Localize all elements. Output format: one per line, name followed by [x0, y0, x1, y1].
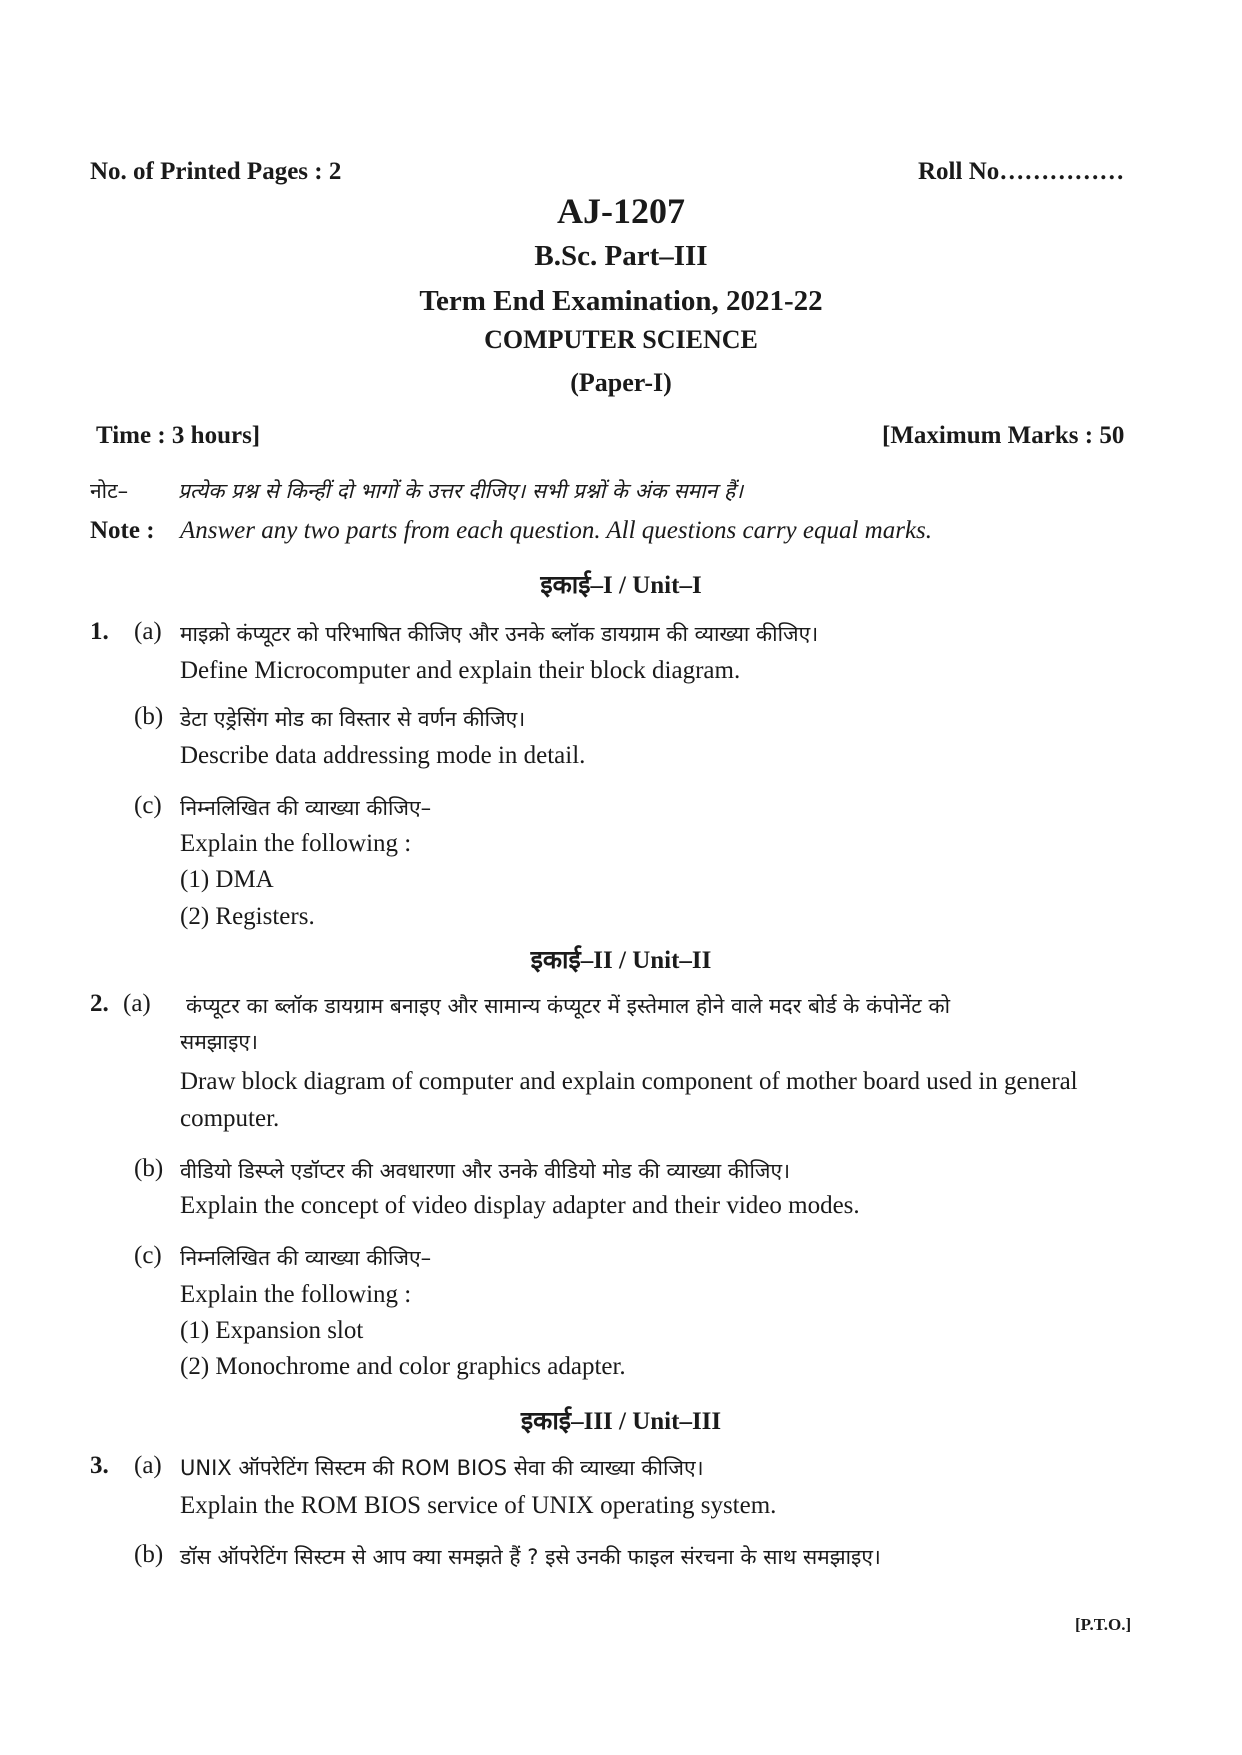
part-label: (b) — [134, 1155, 164, 1182]
note-text-hindi: प्रत्येक प्रश्न से किन्हीं दो भागों के उत्तर दीजिए। सभी प्रश्नों के अंक समान हैं। — [178, 479, 744, 503]
list-item: (2) Monochrome and color graphics adapter. — [180, 1353, 626, 1380]
question-number: 1. — [90, 618, 109, 645]
printed-pages-count: No. of Printed Pages : 2 — [90, 158, 342, 185]
please-turn-over: [P.T.O.] — [1075, 1615, 1132, 1634]
question-number: 3. — [90, 1452, 109, 1479]
roll-number-field: Roll No…………… — [918, 158, 1125, 185]
note-label-hindi: नोट– — [90, 479, 129, 503]
question-text-hindi: डेटा एड्रेसिंग मोड का विस्तार से वर्णन कीजिए। — [180, 707, 526, 731]
question-text: Explain the concept of video display adapter and their video modes. — [180, 1192, 860, 1219]
unit-heading: इकाई–II / Unit–II — [530, 947, 712, 974]
question-text: Describe data addressing mode in detail. — [180, 742, 586, 769]
note-label: Note : — [90, 517, 155, 544]
question-text-hindi-continued: समझाइए। — [180, 1030, 258, 1054]
question-text-hindi: निम्नलिखित की व्याख्या कीजिए– — [180, 1246, 432, 1270]
question-number: 2. — [90, 990, 109, 1017]
question-text-hindi: डॉस ऑपरेटिंग सिस्टम से आप क्या समझते हैं ? इसे उनकी फाइल संरचना के साथ समझाइए। — [180, 1545, 881, 1569]
part-label: (b) — [134, 1541, 164, 1568]
course-title: B.Sc. Part–III — [534, 240, 708, 272]
list-item: (1) DMA — [180, 866, 274, 893]
part-label: (c) — [134, 792, 162, 819]
unit-heading: इकाई–III / Unit–III — [520, 1408, 722, 1435]
question-text-hindi: निम्नलिखित की व्याख्या कीजिए– — [180, 796, 432, 820]
question-text: Draw block diagram of computer and explain component of mother board used in general — [180, 1068, 1078, 1095]
question-text-hindi: वीडियो डिस्प्ले एडॉप्टर की अवधारणा और उनके वीडियो मोड की व्याख्या कीजिए। — [180, 1159, 791, 1183]
exam-title: Term End Examination, 2021-22 — [419, 285, 823, 317]
question-text: Explain the following : — [180, 830, 412, 857]
part-label: (a) — [134, 618, 162, 645]
list-item: (1) Expansion slot — [180, 1317, 364, 1344]
part-label: (b) — [134, 703, 164, 730]
part-label: (c) — [134, 1242, 162, 1269]
paper-code: AJ-1207 — [557, 191, 685, 231]
question-text: Define Microcomputer and explain their block diagram. — [180, 657, 741, 684]
question-text-hindi: माइक्रो कंप्यूटर को परिभाषित कीजिए और उनके ब्लॉक डायग्राम की व्याख्या कीजिए। — [180, 622, 819, 646]
maximum-marks: [Maximum Marks : 50 — [882, 422, 1125, 449]
note-text: Answer any two parts from each question. All questions carry equal marks. — [180, 517, 933, 544]
paper-number: (Paper-I) — [570, 368, 672, 397]
part-label: (a) — [134, 1452, 162, 1479]
unit-heading: इकाई–I / Unit–I — [540, 572, 702, 599]
question-text: Explain the ROM BIOS service of UNIX operating system. — [180, 1492, 777, 1519]
question-text-hindi: UNIX ऑपरेटिंग सिस्टम की ROM BIOS सेवा की व्याख्या कीजिए। — [180, 1456, 704, 1480]
question-text-continued: computer. — [180, 1105, 280, 1132]
subject-title: COMPUTER SCIENCE — [484, 325, 758, 354]
time-allowed: Time : 3 hours] — [96, 422, 261, 449]
part-label: (a) — [123, 990, 151, 1017]
list-item: (2) Registers. — [180, 903, 315, 930]
question-text: Explain the following : — [180, 1281, 412, 1308]
question-text-hindi: कंप्यूटर का ब्लॉक डायग्राम बनाइए और सामान्य कंप्यूटर में इस्तेमाल होने वाले मदर बोर्ड के कंपोनेंट को — [186, 994, 951, 1018]
